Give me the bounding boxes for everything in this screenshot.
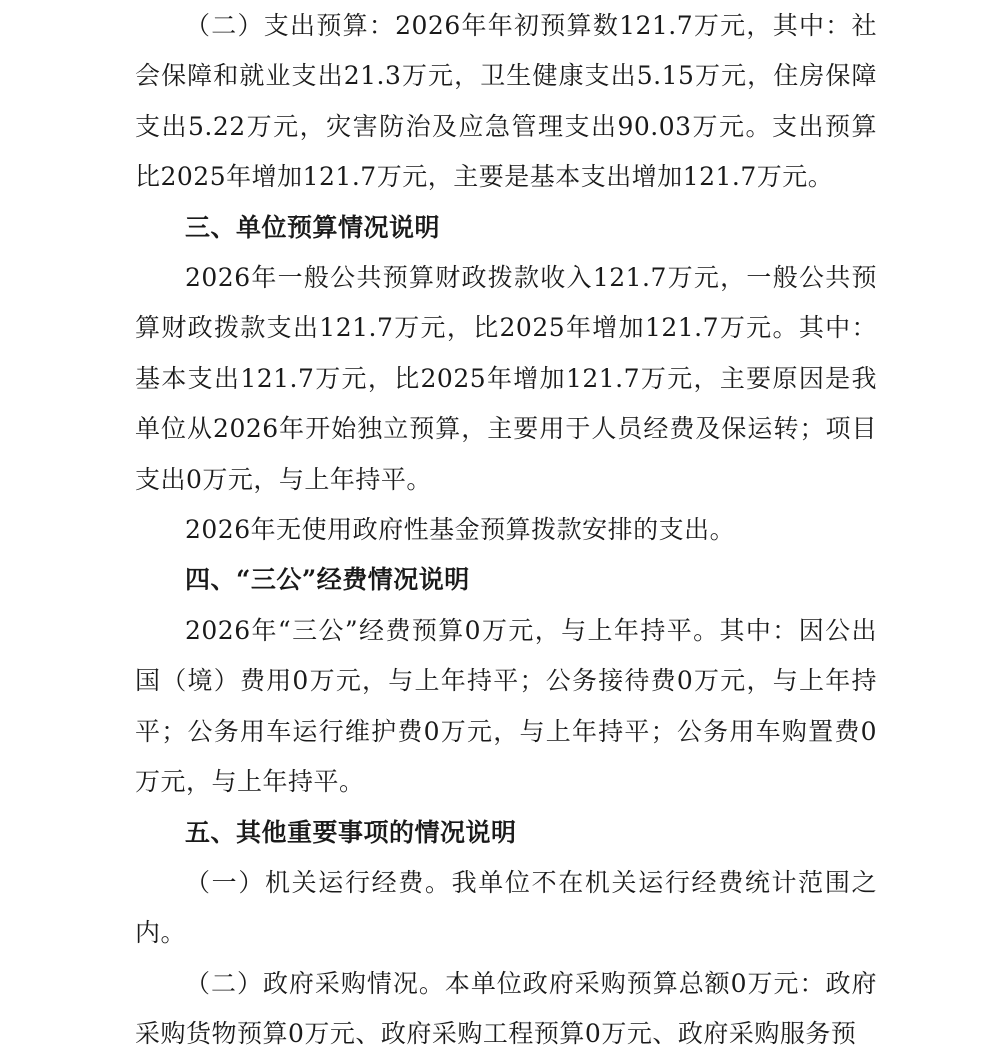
section-3-paragraph-1: 2026年一般公共预算财政拨款收入121.7万元，一般公共预算财政拨款支出121.7万元，比2025年增加121.7万元。其中：基本支出121.7万元，比2025年增加121.7万元，主要原因是我单位从2026年开始独立预算，主要用于人员经费及保运转；项目支出0万元，与上年持平。 <box>135 263 877 494</box>
section-5-paragraph-1: （一）机关运行经费。我单位不在机关运行经费统计范围之内。 <box>135 867 877 948</box>
section-4-paragraph-1: 2026年“三公”经费预算0万元，与上年持平。其中：因公出国（境）费用0万元，与上年持平；公务接待费0万元，与上年持平；公务用车运行维护费0万元，与上年持平；公务用车购置费0万元，与上年持平。 <box>135 615 877 797</box>
section-5-paragraph-2: （二）政府采购情况。本单位政府采购预算总额0万元：政府采购货物预算0万元、政府采购工程预算0万元、政府采购服务预 <box>135 968 877 1049</box>
section-5-heading: 五、其他重要事项的情况说明 <box>185 817 517 847</box>
document-page <box>135 0 877 1059</box>
section-4-heading: 四、“三公”经费情况说明 <box>185 565 470 595</box>
section-3-paragraph-2: 2026年无使用政府性基金预算拨款安排的支出。 <box>185 515 736 545</box>
expenditure-budget-paragraph: （二）支出预算：2026年年初预算数121.7万元，其中：社会保障和就业支出21.3万元，卫生健康支出5.15万元，住房保障支出5.22万元，灾害防治及应急管理支出90.03万元。支出预算比2025年增加121.7万元，主要是基本支出增加121.7万元。 <box>135 11 877 192</box>
section-3-heading: 三、单位预算情况说明 <box>185 212 441 242</box>
